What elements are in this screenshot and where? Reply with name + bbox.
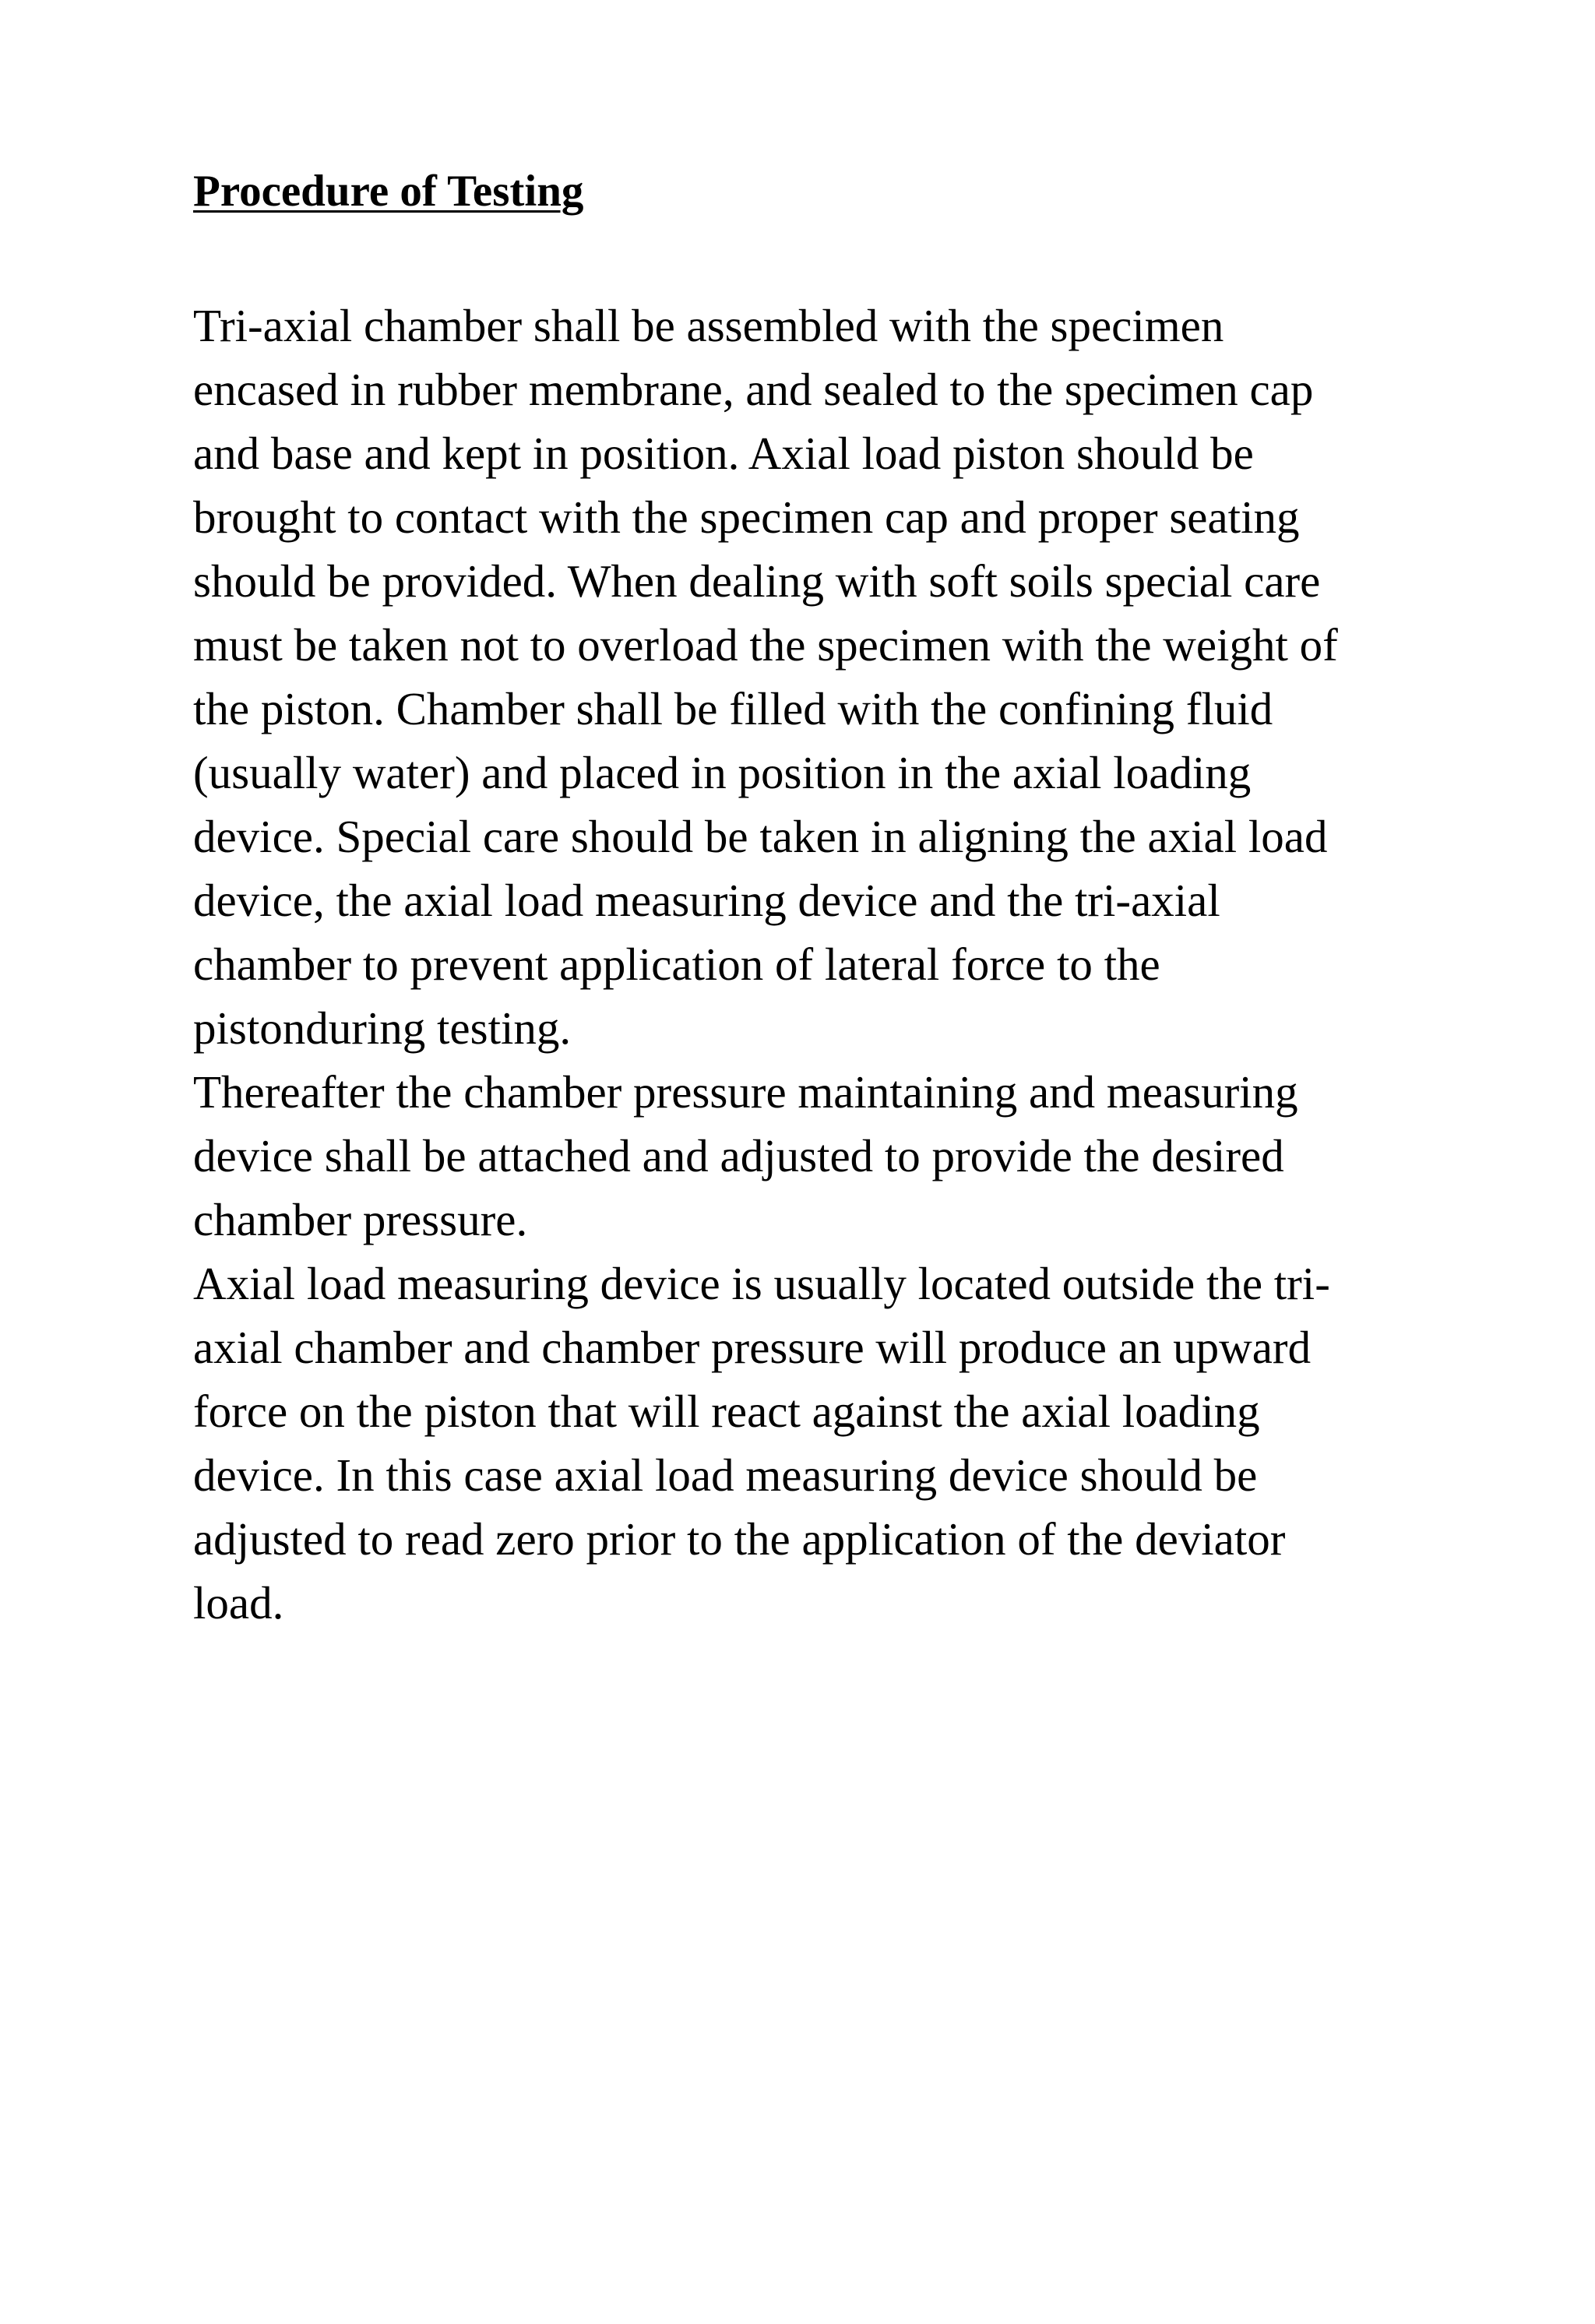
text-line: load. xyxy=(193,1577,284,1629)
text-line: device. In this case axial load measuring device should be xyxy=(193,1449,1258,1501)
text-line: brought to contact with the specimen cap and proper seating xyxy=(193,491,1300,543)
text-line: device. Special care should be taken in aligning the axial load xyxy=(193,811,1328,862)
text-line: must be taken not to overload the specimen with the weight of xyxy=(193,619,1338,671)
text-line: chamber to prevent application of lateral force to the xyxy=(193,938,1160,990)
text-line: device, the axial load measuring device and the tri-axial xyxy=(193,875,1220,926)
text-line: the piston. Chamber shall be filled with the confining fluid xyxy=(193,683,1273,734)
text-line: chamber pressure. xyxy=(193,1194,528,1245)
text-line: should be provided. When dealing with soft soils special care xyxy=(193,555,1321,607)
text-line: Tri-axial chamber shall be assembled with the specimen xyxy=(193,300,1224,351)
text-line: axial chamber and chamber pressure will produce an upward xyxy=(193,1322,1312,1373)
text-line: (usually water) and placed in position in the axial loading xyxy=(193,747,1252,798)
text-line: pistonduring testing. xyxy=(193,1002,572,1054)
text-line: encased in rubber membrane, and sealed to the specimen cap xyxy=(193,364,1314,415)
text-line: Thereafter the chamber pressure maintaining and measuring xyxy=(193,1066,1298,1118)
section-heading: Procedure of Testing xyxy=(193,167,584,216)
text-line: force on the piston that will react against the axial loading xyxy=(193,1386,1260,1437)
text-line: device shall be attached and adjusted to provide the desired xyxy=(193,1130,1284,1181)
body-text xyxy=(193,294,1470,1635)
text-line: Axial load measuring device is usually located outside the tri- xyxy=(193,1258,1330,1309)
text-line: adjusted to read zero prior to the application of the deviator xyxy=(193,1513,1286,1565)
text-line: and base and kept in position. Axial load piston should be xyxy=(193,428,1254,479)
